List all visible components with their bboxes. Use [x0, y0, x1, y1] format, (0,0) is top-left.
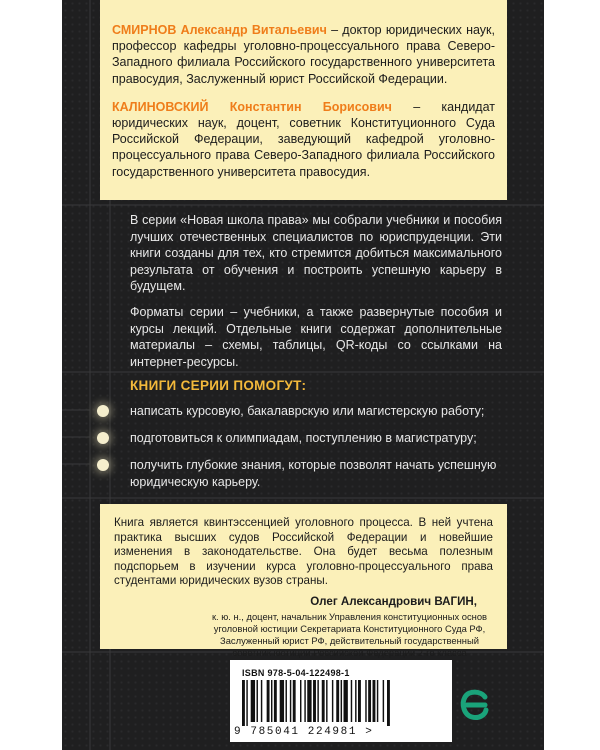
barcode-bar — [317, 680, 318, 722]
barcode-bar — [286, 680, 287, 722]
barcode-bar — [332, 680, 333, 722]
barcode-bar — [242, 680, 245, 726]
review-text: Книга является квинтэссенцией уголовного процесса. В ней учтена практика высших судов Российской Федерации и новейшие изменения в законодательстве. Она будет весьма полезным подспорьем в изучении курса уголовно-процессуального права студентами юридических вузов страны. — [114, 516, 493, 588]
bullet-glow-icon — [97, 405, 109, 417]
helps-item-1: написать курсовую, бакалаврскую или магистерскую работу; — [130, 404, 485, 418]
reviewer-name: Олег Александрович ВАГИН, — [310, 594, 477, 608]
author-2 — [112, 99, 495, 180]
helps-item-3: получить глубокие знания, которые позволят начать успешную юридическую карьеру. — [130, 458, 497, 489]
back-cover — [62, 0, 544, 750]
isbn-text: ISBN 978-5-04-122498-1 — [242, 668, 350, 678]
barcode-bar — [274, 680, 277, 722]
author-1 — [112, 22, 495, 87]
author-1-desc: – доктор юридических наук, профессор кафедры уголовно-процессуального права Северо-Западного филиала Российского государственного университета правосудия, Заслуженный юрист Российской Федерации. — [112, 23, 495, 86]
barcode-bar — [271, 680, 272, 722]
barcode-bar — [251, 680, 255, 722]
authors-box — [100, 0, 507, 200]
barcode-digits: 9 785041 224981 > — [234, 726, 374, 738]
barcode-bar — [373, 680, 376, 722]
bullet-glow-icon — [97, 459, 109, 471]
eksmo-logo-icon — [459, 688, 491, 722]
barcode-bar — [365, 680, 366, 722]
barcode-bar — [358, 680, 361, 722]
helps-heading: КНИГИ СЕРИИ ПОМОГУТ: — [130, 378, 307, 393]
barcode-bar — [351, 680, 352, 722]
author-2-name: КАЛИНОВСКИЙ Константин Борисович — [112, 99, 392, 114]
barcode-bar — [377, 680, 378, 722]
review-box — [100, 504, 507, 658]
barcode-bar — [387, 680, 390, 726]
barcode-bar — [293, 680, 296, 722]
barcode-bar — [307, 680, 311, 722]
barcode-bar — [246, 680, 247, 726]
reviewer-description: к. ю. н., доцент, начальник Управления конституционных основ уголовной юстиции Секретариата Конституционного Суда РФ, Заслуженный юрист РФ, действительный государственный советник юстиции Российской Федерации 2-го класса — [211, 610, 488, 658]
barcode-bar — [261, 680, 262, 722]
barcode-bar — [290, 680, 291, 722]
barcode-bar — [322, 680, 325, 722]
barcode-bar — [300, 680, 301, 722]
barcode-bar — [326, 680, 327, 722]
barcode-bar — [383, 680, 384, 722]
barcode-bar — [313, 680, 316, 722]
series-intro — [130, 212, 502, 379]
barcode-bar — [267, 680, 270, 722]
author-2-desc: – кандидат юридических наук, доцент, советник Конституционного Суда Российской Федерации, заведующий кафедрой уголовно-процессуального права Северо-Западного филиала Российского государственного университета правосудия. — [112, 99, 495, 179]
barcode-bar — [368, 680, 371, 722]
helps-item-2: подготовиться к олимпиадам, поступлению в магистратуру; — [130, 431, 477, 445]
barcode-bar — [280, 680, 284, 722]
barcode-bar — [344, 680, 348, 722]
barcode-bar — [304, 680, 305, 722]
bullet-glow-icon — [97, 432, 109, 444]
intro-paragraph-2: Форматы серии – учебники, а также развернутые пособия и курсы лекций. Отдельные книги содержат дополнительные материалы – схемы, таблицы, QR-коды со ссылками на интернет-ресурсы. — [130, 304, 502, 369]
barcode-bar — [341, 680, 342, 722]
barcode-box — [230, 660, 452, 742]
barcode-bar — [355, 680, 356, 722]
barcode-bar — [257, 680, 258, 722]
author-1-name: СМИРНОВ Александр Витальевич — [112, 23, 327, 37]
barcode-bar — [336, 680, 339, 722]
barcode-icon — [242, 680, 440, 726]
intro-paragraph-1: В серии «Новая школа права» мы собрали учебники и пособия лучших отечественных специалистов по юриспруденции. Эти книги созданы для тех, кто стремится добиться максимального результата от обучения и построить успешную карьеру в будущем. — [130, 213, 502, 294]
